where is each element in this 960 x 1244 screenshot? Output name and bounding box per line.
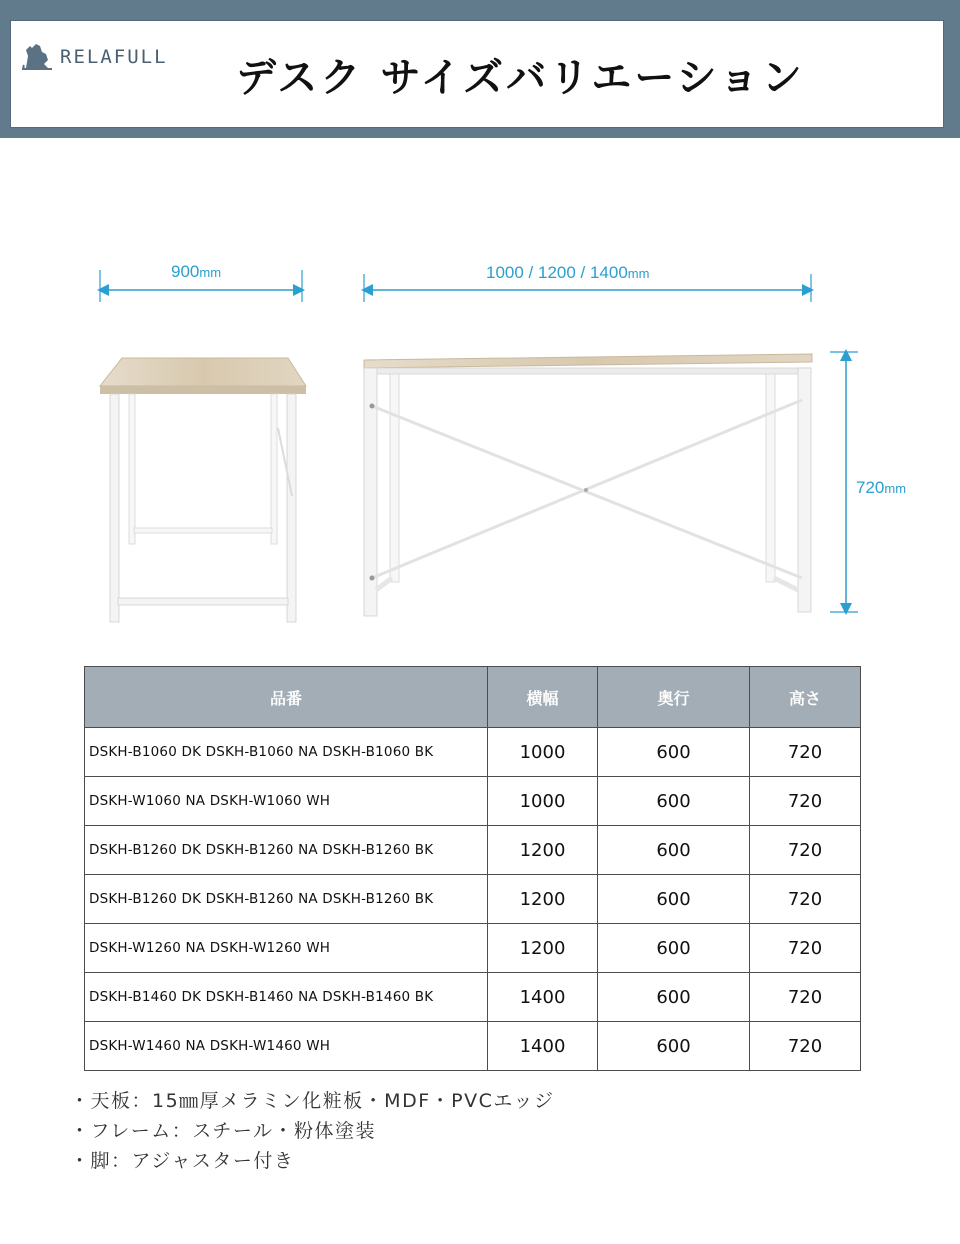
cell-depth: 600 — [598, 728, 750, 777]
cell-width: 1200 — [488, 924, 598, 973]
table-row — [85, 875, 861, 924]
cell-height: 720 — [750, 728, 861, 777]
cell-height: 720 — [750, 777, 861, 826]
brand-mascot-icon — [20, 38, 54, 72]
cell-depth: 600 — [598, 1022, 750, 1071]
table-row — [85, 728, 861, 777]
note-tabletop: ・天板：15㎜厚メラミン化粧板・MDF・PVCエッジ — [70, 1090, 555, 1112]
cell-depth: 600 — [598, 875, 750, 924]
length-dimension-line — [364, 274, 811, 302]
header-model: 品番 — [85, 667, 488, 728]
brand-name: RELAFULL — [60, 46, 168, 68]
cell-model: DSKH-B1260 DK DSKH-B1260 NA DSKH-B1260 BK — [85, 826, 488, 875]
desk-diagram — [0, 238, 960, 638]
cell-height: 720 — [750, 973, 861, 1022]
table-row — [85, 973, 861, 1022]
cell-model: DSKH-B1260 DK DSKH-B1260 NA DSKH-B1260 BK — [85, 875, 488, 924]
height-dimension-label: 720mm — [856, 478, 907, 497]
cell-width: 1200 — [488, 875, 598, 924]
table-header-row — [85, 667, 861, 728]
spec-notes — [70, 1086, 554, 1176]
brand-logo — [16, 38, 186, 72]
cell-model: DSKH-W1060 NA DSKH-W1060 WH — [85, 777, 488, 826]
cell-width: 1200 — [488, 826, 598, 875]
cell-depth: 600 — [598, 777, 750, 826]
cell-model: DSKH-B1460 DK DSKH-B1460 NA DSKH-B1460 BK — [85, 973, 488, 1022]
cell-height: 720 — [750, 1022, 861, 1071]
cell-depth: 600 — [598, 924, 750, 973]
table-row — [85, 924, 861, 973]
note-legs: ・脚：アジャスター付き — [70, 1150, 295, 1172]
header-width: 横幅 — [488, 667, 598, 728]
length-dimension-label: 1000 / 1200 / 1400mm — [486, 263, 650, 282]
cell-width: 1000 — [488, 777, 598, 826]
page-title: デスク サイズバリエーション — [236, 55, 805, 101]
width-dimension-label: 900mm — [171, 262, 222, 281]
cell-depth: 600 — [598, 973, 750, 1022]
cell-width: 1400 — [488, 1022, 598, 1071]
cell-width: 1000 — [488, 728, 598, 777]
desk-side-view — [100, 358, 306, 622]
cell-height: 720 — [750, 924, 861, 973]
spec-table — [84, 666, 861, 1071]
note-frame: ・フレーム：スチール・粉体塗装 — [70, 1120, 376, 1142]
header-height: 高さ — [750, 667, 861, 728]
cell-height: 720 — [750, 826, 861, 875]
cell-height: 720 — [750, 875, 861, 924]
cell-depth: 600 — [598, 826, 750, 875]
desk-front-view — [364, 354, 812, 616]
table-row — [85, 1022, 861, 1071]
table-row — [85, 826, 861, 875]
header-depth: 奥行 — [598, 667, 750, 728]
cell-model: DSKH-W1260 NA DSKH-W1260 WH — [85, 924, 488, 973]
desk-drawing — [0, 238, 960, 638]
height-dimension-line — [830, 352, 858, 612]
cell-model: DSKH-W1460 NA DSKH-W1460 WH — [85, 1022, 488, 1071]
cell-width: 1400 — [488, 973, 598, 1022]
width-dimension-line — [100, 270, 302, 302]
table-row — [85, 777, 861, 826]
cell-model: DSKH-B1060 DK DSKH-B1060 NA DSKH-B1060 BK — [85, 728, 488, 777]
